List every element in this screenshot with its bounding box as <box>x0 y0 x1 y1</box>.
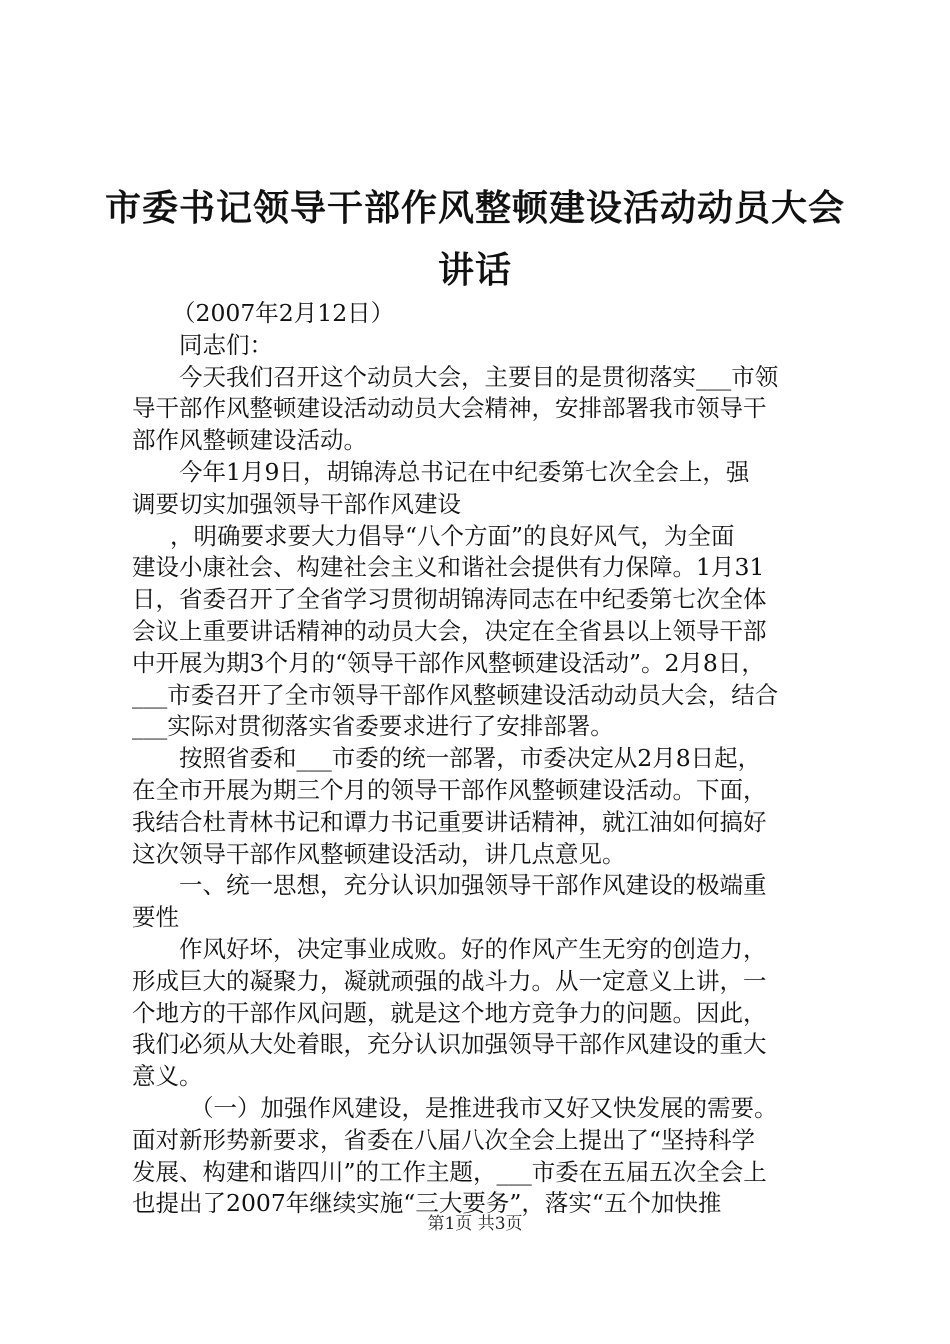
paragraph-line: ___市委召开了全市领导干部作风整顿建设活动动员大会，结合 <box>132 680 779 709</box>
paragraph-line: 中开展为期3个月的“领导干部作风整顿建设活动”。2月8日， <box>132 648 765 677</box>
paragraph-line: 我们必须从大处着眼，充分认识加强领导干部作风建设的重大 <box>132 1030 767 1059</box>
subsection-line: （一）加强作风建设，是推进我市又好又快发展的需要。 <box>190 1093 778 1122</box>
document-title-line-2: 讲话 <box>437 249 512 291</box>
paragraph-line: 个地方的干部作风问题，就是这个地方竞争力的问题。因此， <box>132 998 767 1027</box>
date-line: （2007年2月12日） <box>172 299 395 327</box>
paragraph-line: ，明确要求要大力倡导“八个方面”的良好风气，为全面 <box>170 521 735 550</box>
paragraph-line: 导干部作风整顿建设活动动员大会精神，安排部署我市领导干 <box>132 394 767 423</box>
paragraph-line: 按照省委和___市委的统一部署，市委决定从2月8日起， <box>179 744 762 773</box>
paragraph-line: 作风好坏，决定事业成败。好的作风产生无穷的创造力， <box>179 934 767 963</box>
paragraph-line: 意义。 <box>132 1062 203 1091</box>
document-title-line-1: 市委书记领导干部作风整顿建设活动动员大会 <box>104 187 845 229</box>
paragraph-line: 也提出了2007年继续实施“三大要务”，落实“五个加快推 <box>132 1189 722 1218</box>
paragraph-line: 今年1月9日，胡锦涛总书记在中纪委第七次全会上，强 <box>179 457 750 486</box>
paragraph-line: 建设小康社会、构建社会主义和谐社会提供有力保障。1月31 <box>132 553 765 582</box>
paragraph-line: 发展、构建和谐四川”的工作主题，___市委在五届五次全会上 <box>132 1157 767 1186</box>
paragraph-line: 调要切实加强领导干部作风建设 <box>132 489 461 518</box>
document-body <box>132 298 822 1220</box>
section-heading: 要性 <box>132 903 179 932</box>
paragraph-line: 形成巨大的凝聚力，凝就顽强的战斗力。从一定意义上讲，一 <box>132 966 767 995</box>
paragraph-line: 今天我们召开这个动员大会，主要目的是贯彻落实___市领 <box>179 362 779 391</box>
paragraph-line: 在全市开展为期三个月的领导干部作风整顿建设活动。下面， <box>132 775 767 804</box>
page-number-footer: 第1页 共3页 <box>427 1214 523 1234</box>
paragraph-line: 面对新形势新要求，省委在八届八次全会上提出了“坚持科学 <box>132 1125 756 1154</box>
paragraph-line: 部作风整顿建设活动。 <box>132 426 367 455</box>
paragraph-line: 我结合杜青林书记和谭力书记重要讲话精神，就江油如何搞好 <box>132 807 767 836</box>
section-heading: 一、统一思想，充分认识加强领导干部作风建设的极端重 <box>179 871 767 900</box>
paragraph-line: 这次领导干部作风整顿建设活动，讲几点意见。 <box>132 839 626 868</box>
paragraph-line: ___实际对贯彻落实省委要求进行了安排部署。 <box>132 712 614 741</box>
paragraph-line: 会议上重要讲话精神的动员大会，决定在全省县以上领导干部 <box>132 616 767 645</box>
salutation: 同志们： <box>179 330 273 359</box>
paragraph-line: 日，省委召开了全省学习贯彻胡锦涛同志在中纪委第七次全体 <box>132 585 767 614</box>
